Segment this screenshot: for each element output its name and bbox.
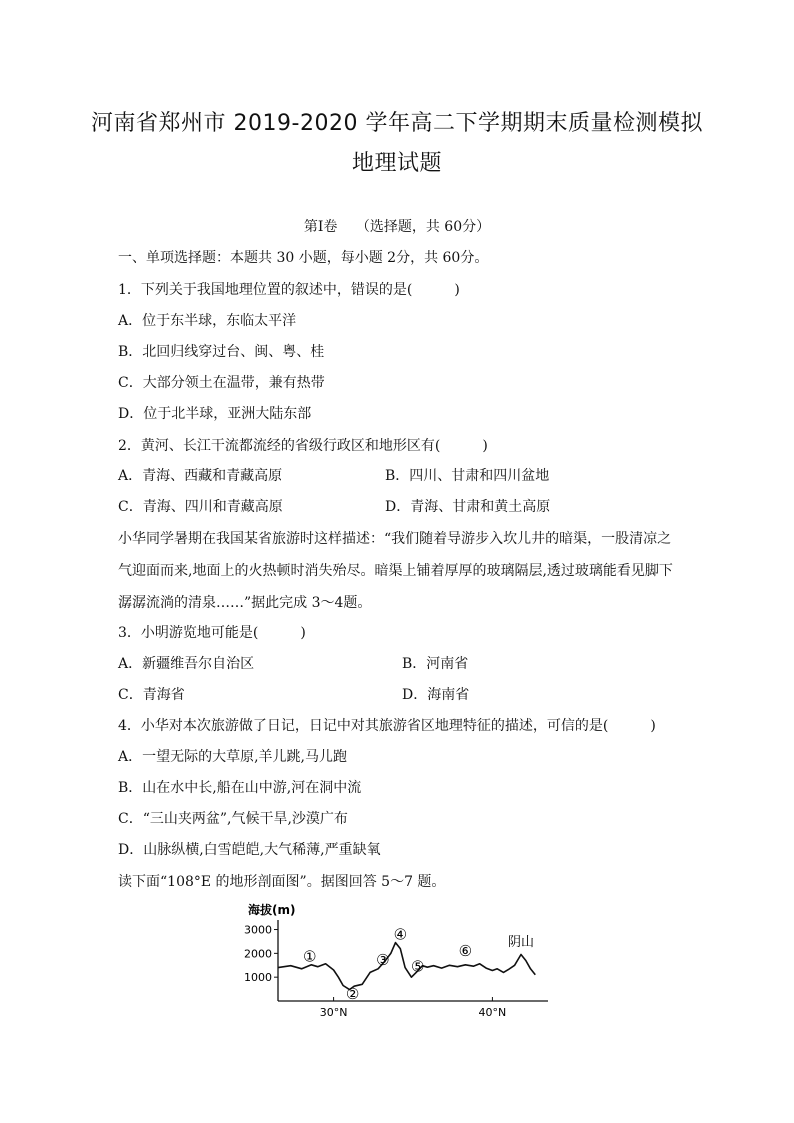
passage-line-2: 气迎面而来,地面上的火热顿时消失殆尽。暗渠上铺着厚厚的玻璃隔层,透过玻璃能看见脚下 — [118, 563, 673, 579]
question-2-option-d: D．青海、甘肃和黄土高原 — [385, 499, 551, 515]
question-2-option-a: A．青海、西藏和青藏高原 — [118, 468, 283, 484]
profile-annotation: ④ — [393, 925, 408, 944]
y-tick-label: 1000 — [244, 971, 272, 985]
profile-annotation: ⑤ — [411, 957, 425, 976]
x-tick-label: 40°N — [478, 1006, 507, 1019]
question-4-option-d: D．山脉纵横,白雪皑皑,大气稀薄,严重缺氧 — [118, 842, 381, 858]
section-title: 第Ⅰ卷 （选择题，共 60分） — [303, 219, 491, 235]
question-3-option-b: B．河南省 — [402, 656, 469, 672]
y-axis-label: 海拔(m) — [248, 903, 296, 917]
question-1-option-c: C．大部分领土在温带，兼有热带 — [118, 375, 325, 391]
question-1-stem: 1．下列关于我国地理位置的叙述中，错误的是( ) — [118, 282, 460, 298]
profile-annotation: ③ — [376, 951, 390, 970]
question-3-stem: 3．小明游览地可能是( ) — [118, 625, 306, 641]
profile-annotation: ② — [345, 984, 360, 1003]
question-4-option-b: B．山在水中长,船在山中游,河在洞中流 — [118, 780, 362, 796]
figure-intro: 读下面“108°E 的地形剖面图”。据图回答 5～7 题。 — [118, 874, 446, 890]
question-2-stem: 2．黄河、长江干流都流经的省级行政区和地形区有( ) — [118, 438, 488, 454]
question-4-stem: 4．小华对本次旅游做了日记，日记中对其旅游省区地理特征的描述，可信的是( ) — [118, 718, 656, 734]
question-1-option-b: B．北回归线穿过台、闽、粤、桂 — [118, 344, 325, 360]
question-2-option-c: C．青海、四川和青藏高原 — [118, 499, 283, 515]
terrain-profile-chart — [236, 898, 566, 1028]
question-3-option-d: D．海南省 — [402, 687, 470, 703]
question-1-option-d: D．位于北半球，亚洲大陆东部 — [118, 406, 312, 422]
question-1-option-a: A．位于东半球，东临太平洋 — [118, 313, 297, 329]
profile-annotation: ① — [303, 947, 317, 966]
exam-title-line1: 河南省郑州市 2019-2020 学年高二下学期期末质量检测模拟 — [91, 111, 703, 136]
question-4-option-c: C．“三山夹两盆”,气候干旱,沙漠广布 — [118, 811, 348, 827]
y-tick-label: 2000 — [244, 947, 272, 961]
x-tick-label: 30°N — [319, 1006, 348, 1019]
passage-line-3: 潺潺流淌的清泉……”据此完成 3～4题。 — [118, 595, 372, 611]
y-tick-label: 3000 — [244, 923, 272, 937]
section-instruction: 一、单项选择题：本题共 30 小题，每小题 2分，共 60分。 — [118, 250, 489, 266]
profile-annotation: ⑥ — [458, 941, 473, 960]
question-3-option-a: A．新疆维吾尔自治区 — [118, 656, 255, 672]
exam-title-line2: 地理试题 — [351, 151, 442, 176]
question-3-option-c: C．青海省 — [118, 687, 185, 703]
terrain-profile-line — [278, 943, 535, 990]
profile-annotation: 阴山 — [507, 934, 535, 950]
passage-line-1: 小华同学暑期在我国某省旅游时这样描述：“我们随着导游步入坎儿井的暗渠，一股清凉之 — [118, 531, 672, 547]
question-4-option-a: A．一望无际的大草原,羊儿跳,马儿跑 — [118, 749, 348, 765]
question-2-option-b: B．四川、甘肃和四川盆地 — [385, 468, 550, 484]
